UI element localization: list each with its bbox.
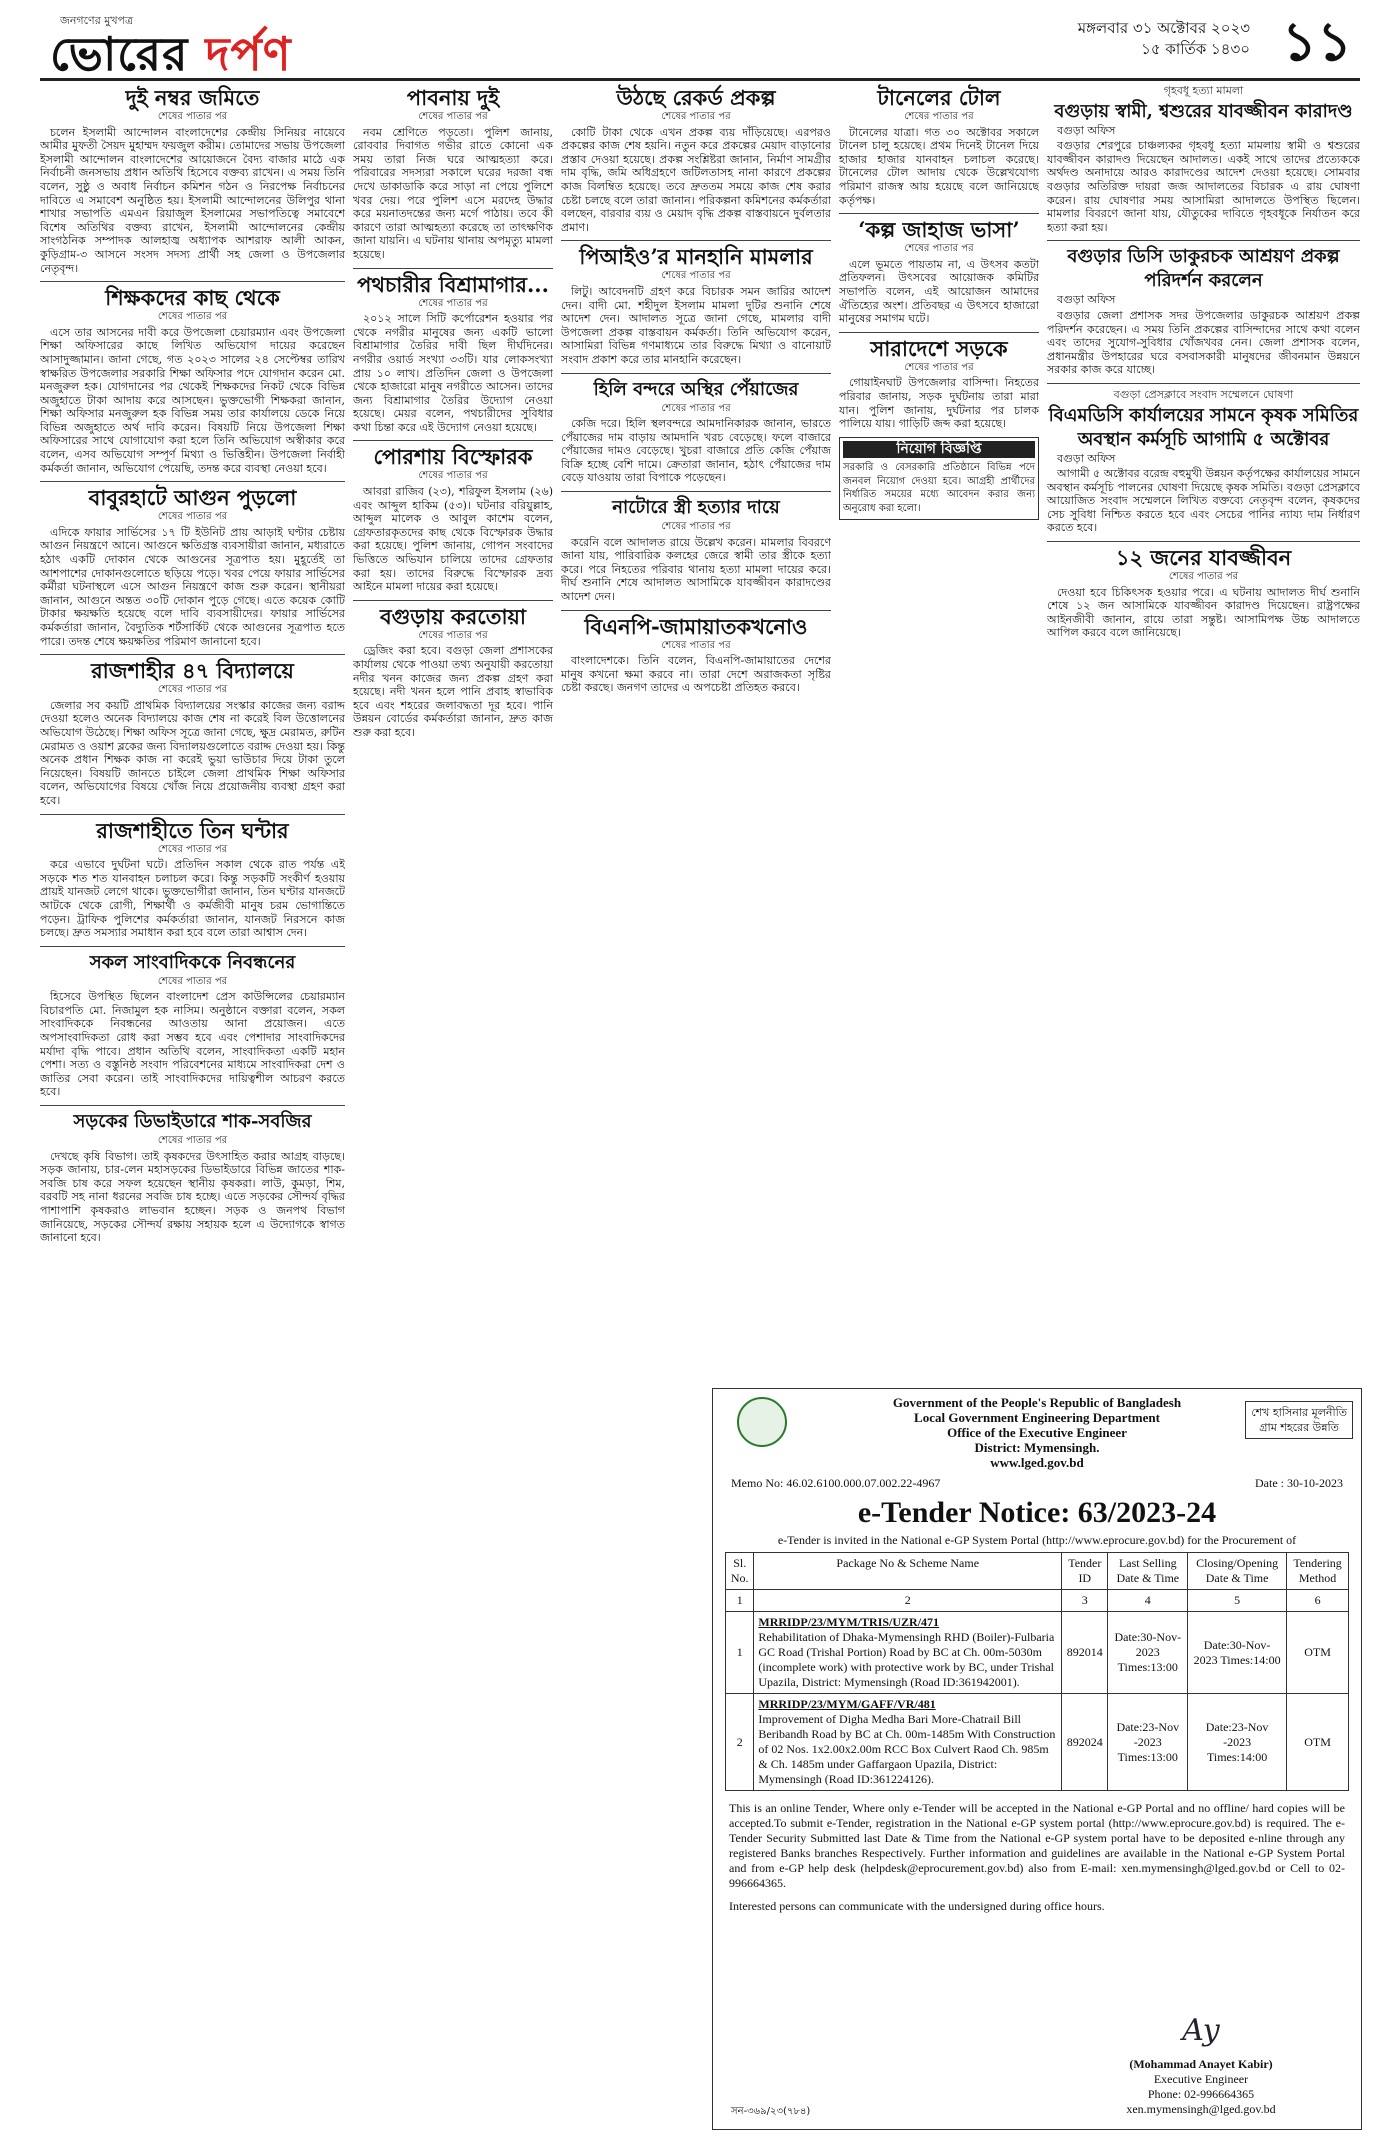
newspaper-logo: [50, 12, 292, 81]
dateline: [1078, 18, 1250, 60]
row-method: OTM: [1287, 1694, 1349, 1791]
package-number: MRRIDP/23/MYM/TRIS/UZR/471: [758, 1615, 940, 1629]
divider: [561, 491, 831, 492]
divider: [40, 281, 345, 282]
signatory-name: (Mohammad Anayet Kabir): [1129, 2057, 1273, 2071]
article-paragraph: বাংলাদেশকে। তিনি বলেন, বিএনপি-জামায়াতের দেশের মানুষ কখনো ক্ষমা করবে না। তারা দেশে অরাজকতা সৃষ্টির চেষ্টা করছে। জনগণ তাদের এ অপচেষ্টা প্রতিহত করবে।: [561, 654, 831, 695]
table-row: [726, 1612, 1349, 1694]
column-4: [839, 84, 1039, 1384]
continued-label: শেষের পাতার পর: [661, 521, 731, 533]
article-paragraph: করে এভাবে দুর্ঘটনা ঘটে। প্রতিদিন সকাল থেকে রাত পর্যন্ত এই সড়কে শত শত যানবাহন চলাচল করে। কিন্তু সড়কটি সংকীর্ণ হওয়ায় প্রায়ই যানজট লেগে থাকে। ভুক্তভোগীরা জানান, তিন ঘণ্টার যানজটে আটকে থেকে রোগী, শিক্ষার্থী ও কর্মজীবী মানুষ চরম ভোগান্তিতে পড়েন। ট্রাফিক পুলিশের কর্মকর্তারা জানান, যানজট নিরসনে কাজ চলছে। দ্রুত সমস্যার সমাধান করা হবে বলে তারা আশ্বাস দেন।: [40, 858, 345, 940]
package-number: MRRIDP/23/MYM/GAFF/VR/481: [758, 1697, 936, 1711]
article: [561, 496, 831, 604]
article-headline: রাজশাহীর ৪৭ বিদ্যালয়ে: [91, 658, 294, 684]
article: [40, 659, 345, 807]
article-paragraph: নবম শ্রেণিতে পড়তো। পুলিশ জানায়, রোববার দিবাগত গভীর রাতে কোনো এক সময় তারা নিজ ঘরে আত্মহত্যা করে। পরিবারের সদস্যরা সকালে ঘরের দরজা বন্ধ দেখে ডাকাডাকি করে সাড়া না পেয়ে পুলিশে খবর দেয়। পরে পুলিশ এসে মরদেহ উদ্ধার করে ময়নাতদন্তের জন্য মর্গে পাঠায়। তবে কী কারণে তারা আত্মহত্যা করেছে তা তাৎক্ষণিক জানা যায়নি। এ ঘটনায় থানায় অপমৃত্যু মামলা হয়েছে।: [353, 125, 553, 261]
divider: [839, 213, 1039, 214]
memo-date: Date : 30-10-2023: [1255, 1476, 1343, 1490]
table-header-cell: Tendering Method: [1287, 1553, 1349, 1590]
article-headline: ১২ জনের যাবজ্জীবন: [1115, 545, 1292, 571]
date-secondary: ১৫ কার্তিক ১৪৩০: [1141, 40, 1250, 58]
continued-label: শেষের পাতার পর: [904, 111, 974, 122]
divider: [40, 814, 345, 815]
article-paragraph: বগুড়া অফিস: [1057, 123, 1116, 137]
article: [40, 286, 345, 475]
continued-label: শেষের পাতার পর: [157, 111, 228, 122]
article-paragraph: আবরা রাজিব (২৩), শরিফুল ইসলাম (২৬) এবং আব্দুল হাকিম (৫৩)। ঘটনার বরিয়ুল্লাহ, আব্দুল মালেক ও আবুল কাশেম বলেন, গ্রেফতারকৃতদের কাছ থেকে বিস্ফোরক উদ্ধার করা হয়েছে। পুলিশ জানায়, গোপন সংবাদের ভিত্তিতে অভিযান চালিয়ে তাদের গ্রেফতার করা হয়। তাদের বিরুদ্ধে বিস্ফোরক দ্রব্য আইনে মামলা দায়ের করা হয়েছে।: [353, 485, 553, 594]
logo-name: [50, 27, 292, 81]
column-3: [561, 84, 831, 1384]
article-paragraph: ড্রেজিং করা হবে। বগুড়া জেলা প্রশাসকের কার্যালয় থেকে পাওয়া তথ্য অনুযায়ী করতোয়া নদীর খনন কাজের জন্য প্রকল্প গ্রহণ করা হয়েছে। নদী খনন হলে পানি প্রবাহ স্বাভাবিক হবে এবং শহরের জলাবদ্ধতা দূর হবে। পানি উন্নয়ন বোর্ডের কর্মকর্তারা জানান, দ্রুত কাজ শুরু করা হবে।: [353, 644, 553, 739]
continued-label: শেষের পাতার পর: [418, 629, 488, 641]
logo-tagline: জনগণের মুখপত্র: [60, 14, 134, 27]
divider: [561, 240, 831, 241]
article-paragraph: কোটি টাকা থেকে এখন প্রকল্প ব্যয় দাঁড়িয়েছে। এরপরও প্রকল্পের কাজ শেষ হয়নি। নতুন করে প্রকল্পের মেয়াদ বাড়ানোর প্রস্তাব দেওয়া হয়েছে। প্রকল্প সংশ্লিষ্টরা জানান, নির্মাণ সামগ্রীর দাম বৃদ্ধি, জমি অধিগ্রহণে জটিলতাসহ নানা কারণে প্রকল্পের কাজ বিলম্বিত হয়েছে। তবে দ্রুততম সময়ে কাজ শেষ করার চেষ্টা চলছে বলে তারা জানান। পরিকল্পনা কমিশনের কর্মকর্তারা বলছেন, বারবার ব্যয় ও মেয়াদ বৃদ্ধি প্রকল্প বাস্তবায়নে দুর্বলতার প্রমাণ।: [561, 125, 831, 234]
divider: [40, 1105, 345, 1106]
article-paragraph: বগুড়া অফিস: [1057, 293, 1116, 307]
slogan-box: [1245, 1401, 1353, 1439]
divider: [1047, 541, 1360, 542]
column-1: [40, 84, 345, 2124]
table-colnum-row: [726, 1590, 1349, 1612]
article-headline: বিএনপি-জামায়াতকখনোও: [584, 613, 808, 639]
table-colnum-cell: 2: [754, 1590, 1062, 1612]
article: [561, 245, 831, 366]
logo-name-part-b: দর্পণ: [205, 27, 292, 81]
memo-line: [713, 1470, 1361, 1493]
continued-label: শেষের পাতার পর: [904, 243, 974, 255]
article-headline: হিলি বন্দরে অস্থির পেঁয়াজের: [593, 378, 799, 400]
article-paragraph: ২০১২ সালে সিটি কর্পোরেশন হওয়ার পর থেকে নগরীর মানুষের জন্য একটি ভালো বিশ্রামাগার তৈরির দাবী ছিল দীর্ঘদিনের। নগরীর ওয়ার্ড সংখ্যা ৩৩টি। যার লোকসংখ্যা প্রায় ১০ লাখ। প্রতিদিন জেলা ও উপজেলা থেকে হাজারো মানুষ নগরীতে আসেন। তাদের জন্য বিশ্রামাগার তৈরির উদ্যোগ নেওয়া হয়েছে। মেয়র বলেন, পথচারীদের সুবিধার কথা চিন্তা করে এই উদ্যোগ নেওয়া হয়েছে।: [353, 312, 553, 434]
government-seal-icon: [737, 1397, 787, 1447]
article: [839, 218, 1039, 326]
table-colnum-cell: 5: [1188, 1590, 1287, 1612]
slogan-line-1: শেখ হাসিনার মূলনীতি: [1251, 1406, 1347, 1419]
article: [353, 605, 553, 740]
table-colnum-cell: 6: [1287, 1590, 1349, 1612]
article-headline: বগুড়ায় করতোয়া: [379, 603, 527, 629]
article: [40, 951, 345, 1099]
article-headline: রাজশাহীতে তিন ঘন্টার: [96, 817, 289, 843]
article: [839, 337, 1039, 431]
article-headline: শিক্ষকদের কাছ থেকে: [105, 285, 280, 311]
article-headline: পথচারীর বিশ্রামাগার...: [357, 271, 549, 297]
article: [1047, 245, 1360, 377]
continued-label: শেষের পাতার পর: [418, 470, 488, 482]
slogan-line-2: গ্রাম শহরের উন্নতি: [1259, 1421, 1339, 1434]
gov-website: www.lged.gov.bd: [990, 1455, 1084, 1470]
article: [839, 86, 1039, 207]
divider: [353, 600, 553, 601]
divider: [561, 373, 831, 374]
continued-label: শেষের পাতার পর: [661, 270, 731, 282]
divider: [353, 440, 553, 441]
row-tender-id: 892024: [1062, 1694, 1108, 1791]
page-number: ১১: [1281, 9, 1352, 73]
divider: [1047, 240, 1360, 241]
article: [561, 378, 831, 486]
article-paragraph: এদিকে ফায়ার সার্ভিসের ১৭ টি ইউনিট প্রায় আড়াই ঘণ্টার চেষ্টায় আগুন নিয়ন্ত্রণে আনে। আগুনে ক্ষতিগ্রস্ত ব্যবসায়ীরা জানান, মধ্যরাতে হঠাৎ একটি দোকান থেকে আগুনের সূত্রপাত হয়। মুহূর্তেই তা আশপাশের দোকানগুলোতে ছড়িয়ে পড়ে। খবর পেয়ে ফায়ার সার্ভিসের কর্মীরা ঘটনাস্থলে এসে আগুন নিয়ন্ত্রণে কাজ শুরু করেন। স্থানীয়রা জানান, আগুনে অন্তত ৩০টি দোকান পুড়ে গেছে। এতে কয়েক কোটি টাকার ক্ষয়ক্ষতি হয়েছে বলে দাবি ব্যবসায়ীদের। ফায়ার সার্ভিসের কর্মকর্তারা জানান, বৈদ্যুতিক শর্টসার্কিট থেকে আগুনের সূত্রপাত হতে পারে। তদন্ত শেষে ক্ষয়ক্ষতির পরিমাণ জানানো হবে।: [40, 525, 345, 648]
tender-table: [725, 1552, 1349, 1791]
article: [40, 819, 345, 940]
continued-label: শেষের পাতার পর: [904, 361, 974, 373]
continued-label: শেষের পাতার পর: [418, 111, 488, 122]
continued-label: শেষের পাতার পর: [157, 975, 228, 987]
article-paragraph: এসে তার আসনের দাবী করে উপজেলা চেয়ারম্যান এবং উপজেলা শিক্ষা অফিসারের কাছে লিখিত অভিযোগ দায়ের করেছেন আসাদুজ্জামান। জানা গেছে, গত ২০২৩ সালের ২৪ সেপ্টেম্বর তারিখ স্বাক্ষরিত উপজেলার সরকারি শিক্ষা অফিসার পদে যোগদান করেন মো. মনজুরুল হক। যোগদানের পর থেকেই শিক্ষকদের নিকট থেকে বিভিন্ন অজুহাতে টাকা আদায় করে আসছেন। ভুক্তভোগী শিক্ষকরা জানান, শিক্ষা অফিসার মনজুরুল হক বিভিন্ন সময় তার কার্যালয়ে ডেকে নিয়ে বিভিন্ন অজুহাতে অর্থ দাবি করেন। বিষয়টি নিয়ে উপজেলা শিক্ষা অফিসারের সাথে যোগাযোগ করা হলে তিনি অভিযোগ অস্বীকার করে বলেন, এসব অভিযোগ সম্পূর্ণ মিথ্যা ও ভিত্তিহীন। উপজেলা নির্বাহী কর্মকর্তা জানান, অভিযোগ পেয়েছি, তদন্ত করে ব্যবস্থা নেওয়া হবে।: [40, 325, 345, 475]
row-last-selling: Date:23-Nov -2023 Times:13:00: [1108, 1694, 1188, 1791]
article-paragraph: দেখছে কৃষি বিভাগ। তাই কৃষকদের উৎসাহিত করার আগ্রহ বাড়ছে। সড়ক জানায়, চার-লেন মহাসড়কের ডিভাইডারে বিভিন্ন জাতের শাক-সবজি চাষ করে সফল হয়েছেন স্থানীয় কৃষকরা। লাউ, কুমড়া, শিম, বরবটি সহ নানা ধরনের সবজি চাষ হচ্ছে। এতে সড়কের সৌন্দর্য বৃদ্ধির পাশাপাশি কৃষকরাও লাভবান হচ্ছেন। সড়ক ও জনপথ বিভাগ জানিয়েছে, সড়কের সৌন্দর্য রক্ষায় সহায়ক হলে এ উদ্যোগকে স্বাগত জানানো হবে।: [40, 1149, 345, 1245]
gov-line-2: Local Government Engineering Department: [914, 1410, 1160, 1425]
article-paragraph: বগুড়ার শেরপুরে চাঞ্চল্যকর গৃহবধূ হত্যা মামলায় স্বামী ও শ্বশুরের যাবজ্জীবন কারাদণ্ড দিয়েছেন আদালত। একই সাথে তাদের প্রত্যেককে অর্থদণ্ড অনাদায়ে আরও কারাদণ্ডের আদেশ দেওয়া হয়েছে। সোমবার বগুড়ার অতিরিক্ত দায়রা জজ আদালতের বিচারক এ রায় ঘোষণা করেন। রায় ঘোষণার সময় আসামিরা আদালতে উপস্থিত ছিলেন। মামলার বিবরণে জানা যায়, যৌতুকের দাবিতে গৃহবধূকে নির্যাতন করে হত্যা করা হয়।: [1047, 139, 1360, 234]
article-headline: বিএমডিসি কার্যালয়ের সামনে কৃষক সমিতির অবস্থান কর্মসূচি আগামি ৫ অক্টোবর: [1048, 404, 1359, 450]
table-header-cell: Package No & Scheme Name: [754, 1553, 1062, 1590]
signatory-title: Executive Engineer: [1153, 2072, 1249, 2086]
article-paragraph: বগুড়া অফিস: [1057, 451, 1116, 465]
article-headline: নাটোরে স্ত্রী হত্যার দায়ে: [612, 497, 780, 519]
article-paragraph: জেলার সব কয়টি প্রাথমিক বিদ্যালয়ের সংস্কার কাজের জন্য বরাদ্দ দেওয়া হলেও অনেক বিদ্যালয়ে কাজ শেষ না করেই বিল উত্তোলনের অভিযোগ উঠেছে। শিক্ষা অফিস সূত্রে জানা গেছে, ক্ষুদ্র মেরামত, রুটিন মেরামত ও ওয়াশ ব্লকের জন্য বিদ্যালয়গুলোতে বরাদ্দ দেওয়া হয়। কিন্তু অনেক প্রধান শিক্ষক কাজ না করেই ভুয়া ভাউচার দিয়ে টাকা তুলে নিয়েছেন। বিষয়টি জানতে চাইলে জেলা প্রাথমিক শিক্ষা অফিসার বলেন, অভিযোগের বিষয়ে খোঁজ নিয়ে প্রয়োজনীয় ব্যবস্থা গ্রহণ করা হবে।: [40, 698, 345, 807]
row-package: [754, 1612, 1062, 1694]
continued-label: শেষের পাতার পর: [157, 684, 228, 696]
row-method: OTM: [1287, 1612, 1349, 1694]
row-package: [754, 1694, 1062, 1791]
article: [1047, 84, 1360, 234]
table-header-cell: Last Selling Date & Time: [1108, 1553, 1188, 1590]
job-notice-ad: [839, 437, 1039, 520]
article-headline: বাবুরহাটে আগুন পুড়লো: [88, 485, 297, 511]
ad-code: সন-৩৬৯/২৩(৭৮৪): [731, 2106, 811, 2117]
article: [353, 86, 553, 262]
table-header-cell: Closing/Opening Date & Time: [1188, 1553, 1287, 1590]
continued-label: শেষের পাতার পর: [157, 511, 228, 523]
continued-label: শেষের পাতার পর: [1168, 571, 1239, 583]
article: [561, 86, 831, 234]
row-last-selling: Date:30-Nov-2023 Times:13:00: [1108, 1612, 1188, 1694]
continued-label: শেষের পাতার পর: [157, 311, 228, 323]
tender-footer: [713, 1791, 1361, 1914]
date-primary: মঙ্গলবার ৩১ অক্টোবর ২০২৩: [1077, 19, 1250, 37]
row-serial: 1: [726, 1612, 754, 1694]
table-colnum-cell: 1: [726, 1590, 754, 1612]
job-notice-body: সরকারি ও বেসরকারি প্রতিষ্ঠানে বিভিন্ন পদে জনবল নিয়োগ দেওয়া হবে। আগ্রহী প্রার্থীদের নির্ধারিত সময়ের মধ্যে আবেদন করার জন্য অনুরোধ করা হলো।: [843, 462, 1035, 515]
article-paragraph: বগুড়ার জেলা প্রশাসক সদর উপজেলার ডাকুরচক আশ্রয়ণ প্রকল্প পরিদর্শন করেছেন। এ সময় তিনি প্রকল্পের বাসিন্দাদের সাথে কথা বলেন এবং তাদের সুযোগ-সুবিধার খোঁজখবর নেন। জেলা প্রশাসক বলেন, প্রধানমন্ত্রীর উপহারের ঘরে বসবাসকারী মানুষদের জীবনমান উন্নয়নে সরকার কাজ করে যাচ্ছে।: [1047, 308, 1360, 377]
article-headline: দুই নম্বর জমিতে: [125, 85, 260, 110]
row-serial: 2: [726, 1694, 754, 1791]
article: [353, 273, 553, 435]
table-row: [726, 1694, 1349, 1791]
continued-label: শেষের পাতার পর: [661, 111, 731, 122]
article: [40, 1110, 345, 1245]
divider: [561, 610, 831, 611]
gov-line-3: Office of the Executive Engineer: [947, 1425, 1127, 1440]
table-header-cell: Sl. No.: [726, 1553, 754, 1590]
article-kicker: গৃহবধূ হত্যা মামলা: [1163, 84, 1244, 97]
article-headline: বগুড়ায় স্বামী, শ্বশুরের যাবজ্জীবন কারাদণ্ড: [1054, 100, 1353, 122]
article-paragraph: গোয়াইনঘাট উপজেলার বাসিন্দা। নিহতের পরিবার জানায়, সড়ক দুর্ঘটনায় তারা মারা যান। পুলিশ জানায়, দুর্ঘটনার পর চালক পালিয়ে যায়। গাড়িটি জব্দ করা হয়েছে।: [839, 376, 1039, 431]
scheme-name: Rehabilitation of Dhaka-Mymensingh RHD (Boiler)-Fulbaria GC Road (Trishal Portion) Road by BC at Ch. 00m-5030m (incomplete work) with protective work by BC, under Trishal Upazila, District: Mymensingh (Road ID:361942001).: [758, 1630, 1055, 1689]
continued-label: শেষের পাতার পর: [157, 843, 228, 855]
job-notice-title: নিয়োগ বিজ্ঞপ্তি: [843, 441, 1035, 459]
article-headline: পিআইও’র মানহানি মামলার: [579, 244, 813, 270]
article-headline: সড়কের ডিভাইডারে শাক-সবজির: [73, 1111, 312, 1133]
article-headline: টানেলের টোল: [877, 85, 1001, 110]
article-paragraph: টানেলের যাত্রা। গত ৩০ অক্টোবর সকালে টানেল চালু হয়েছে। প্রথম দিনেই টানেল দিয়ে হাজার হাজার যানবাহন চলাচল করেছে। টানেলের টোল আদায় থেকে উল্লেখযোগ্য পরিমাণ রাজস্ব আয় হয়েছে বলে জানিয়েছে কর্তৃপক্ষ।: [839, 125, 1039, 207]
article-headline: সকল সাংবাদিককে নিবন্ধনের: [89, 951, 296, 973]
continued-label: শেষের পাতার পর: [418, 297, 488, 309]
tender-title: e-Tender Notice: 63/2023-24: [857, 1496, 1217, 1529]
article: [1047, 546, 1360, 640]
column-2: [353, 84, 553, 2124]
article-headline: পোরশায় বিস্ফোরক: [373, 444, 533, 470]
article: [40, 86, 345, 275]
row-closing-opening: Date:30-Nov-2023 Times:14:00: [1188, 1612, 1287, 1694]
gov-line-1: Government of the People's Republic of Bangladesh: [892, 1395, 1182, 1410]
table-header-row: [726, 1553, 1349, 1590]
divider: [839, 332, 1039, 333]
tender-instructions: This is an online Tender, Where only e-Tender will be accepted in the National e-GP Portal and no offline/ hard copies will be accepted.To submit e-Tender, registration in the National e-GP system portal (http://www.eprocure.gov.bd) is required. The e-Tender Security Submitted last Date & Time from the National e-GP system portal have to be deposited e-nline through any registered Banks branches Respectively. Further information and guidelines are available in the National e-GP System Portal and from e-GP help desk (helpdesk@eprocurement.gov.bd) also from E-mail: xen.mymensingh@lged.gov.bd or Cell to 02-996664365.: [729, 1801, 1345, 1890]
divider: [353, 268, 553, 269]
divider: [40, 654, 345, 655]
article-paragraph: করেনি বলে আদালত রায়ে উল্লেখ করেন। মামলার বিবরণে জানা যায়, পারিবারিক কলহের জেরে স্বামী তার স্ত্রীকে হত্যা করে। পরে নিহতের পরিবার থানায় হত্যা মামলা দায়ের করে। দীর্ঘ শুনানি শেষে আদালত আসামিকে যাবজ্জীবন কারাদণ্ডের আদেশ দেন।: [561, 535, 831, 604]
article-paragraph: দেওয়া হবে চিকিৎসক হওয়ার পরে। এ ঘটনায় আদালত দীর্ঘ শুনানি শেষে ১২ জন আসামিকে যাবজ্জীবন কারাদণ্ড দিয়েছেন। রাষ্ট্রপক্ষের আইনজীবী জানান, রায়ে তারা সন্তুষ্ট। আসামিপক্ষ উচ্চ আদালতে আপিল করবে বলে জানিয়েছে।: [1047, 585, 1360, 640]
table-header-cell: Tender ID: [1062, 1553, 1108, 1590]
divider: [40, 946, 345, 947]
article-paragraph: হিসেবে উপস্থিত ছিলেন বাংলাদেশ প্রেস কাউন্সিলের চেয়ারম্যান বিচারপতি মো. নিজামুল হক নাসিম। অনুষ্ঠানে বক্তারা বলেন, সকল সাংবাদিককে নিবন্ধনের আওতায় আনা প্রয়োজন। এতে অপসাংবাদিকতা রোধ করা সম্ভব হবে এবং পেশাদার সাংবাদিকদের মর্যাদা বৃদ্ধি পাবে। প্রধান অতিথি বলেন, সাংবাদিকতা একটি মহান পেশা। সত্য ও বস্তুনিষ্ঠ সংবাদ পরিবেশনের মাধ্যমে সাংবাদিকরা দেশ ও জাতির সেবা করেন। তাই সাংবাদিকদের দায়িত্বশীল আচরণ করতে হবে।: [40, 990, 345, 1099]
memo-number: Memo No: 46.02.6100.000.07.002.22-4967: [731, 1476, 941, 1490]
row-tender-id: 892014: [1062, 1612, 1108, 1694]
table-colnum-cell: 3: [1062, 1590, 1108, 1612]
column-5: [1047, 84, 1360, 1384]
logo-name-part-a: ভোরের: [50, 27, 189, 81]
article-paragraph: এলে ভূমতে পায়তাম না, এ উৎসব কতটা প্রতিফলন। উৎসবের আয়োজক কমিটির সভাপতি বলেন, এই আয়োজন আমাদের ঐতিহ্যের অংশ। প্রতিবছর এ উৎসবে হাজারো মানুষের সমাগম ঘটে।: [839, 257, 1039, 326]
article-headline: পাবনায় দুই: [406, 85, 500, 110]
table-colnum-cell: 4: [1108, 1590, 1188, 1612]
article-headline: ‘কল্প জাহাজ ভাসা’: [858, 217, 1020, 243]
signature-mark: Ay: [1182, 2013, 1220, 2048]
tender-notice: [712, 1388, 1362, 2130]
gov-line-4: District: Mymensingh.: [974, 1440, 1100, 1455]
row-closing-opening: Date:23-Nov -2023 Times:14:00: [1188, 1694, 1287, 1791]
article-paragraph: চলেন ইসলামী আন্দোলন বাংলাদেশের কেন্দ্রীয় সিনিয়র নায়েবে আমীর মুফতী সৈয়দ মুহাম্মদ ফয়জুল করীম। তোমাদের সভায় উপজেলা ইসলামী আন্দোলন বাংলাদেশের আয়োজনে বৈদ্য বাজার মাঠে এক নির্বাচনী জনসভায় প্রধান অতিথি হিসেবে বক্তব্য রাখেন। এ সময় তিনি বলেন, সুষ্ঠু ও অবাধ নির্বাচন কমিশন গঠন ও নিরপেক্ষ নির্বাচনের দাবিতে এ সমাবেশ অনুষ্ঠিত হয়। ইসলামী আন্দোলনের উলিপুর থানা শাখার সভাপতি এমএন রিয়াজুল ইসলামের সভাপতিত্বে সমাবেশে বিশেষ অতিথির বক্তব্য রাখেন, ইসলামী আন্দোলনের কেন্দ্রীয় সাংগঠনিক সম্পাদক আলহাজ্ব অধ্যাপক আশরাফ আলী আকন, কুড়িগ্রাম-৩ আসনে সংসদ সদস্য প্রার্থী সহ জেলা ও উপজেলার নেতৃবৃন্দ।: [40, 125, 345, 275]
article: [353, 445, 553, 593]
article-paragraph: কেজি দরে। হিলি স্থলবন্দরে আমদানিকারক জানান, ভারতে পেঁয়াজের দাম বাড়ায় আমদানি খরচ বেড়েছে। ফলে বাজারে পেঁয়াজের দামও বেড়েছে। খুচরা বাজারে প্রতি কেজি পেঁয়াজ বিক্রি হচ্ছে বেশি দামে। ক্রেতারা জানান, হঠাৎ পেঁয়াজের দাম বেড়ে যাওয়ায় তারা বিপাকে পড়েছেন।: [561, 417, 831, 485]
signatory-phone: Phone: 02-996664365: [1147, 2087, 1255, 2101]
article-headline: উঠছে রেকর্ড প্রকল্প: [616, 85, 776, 110]
divider: [40, 481, 345, 482]
article-paragraph: লিটু। আবেদনটি গ্রহণ করে বিচারক সমন জারির আদেশ দেন। বাদী মো. শহীদুল ইসলাম মামলা দুটির শুনানি শেষে আদেশ দেন। আদালত সূত্রে জানা গেছে, মামলার বাদী উপজেলা প্রকল্প বাস্তবায়ন কর্মকর্তা। তিনি অভিযোগ করেন, আসামিরা বিভিন্ন গণমাধ্যমে তার বিরুদ্ধে মিথ্যা ও বানোয়াট সংবাদ প্রকাশ করে তার মানহানি করেছেন।: [561, 284, 831, 366]
article: [561, 615, 831, 695]
continued-label: শেষের পাতার পর: [157, 1135, 228, 1147]
signatory-email: xen.mymensingh@lged.gov.bd: [1126, 2102, 1276, 2116]
scheme-name: Improvement of Digha Medha Bari More-Chatrail Bill Beribandh Road by BC at Ch. 00m-1485m With Construction of 02 Nos. 1x2.00x2.00m RCC Box Culvert Raod Ch. 985m & Ch. 1485m under Gaffargaon Upazila, District: Mymensingh (Road ID:361224126).: [758, 1712, 1056, 1786]
article-paragraph: আগামী ৫ অক্টোবর বরেন্দ্র বহুমুখী উন্নয়ন কর্তৃপক্ষের কার্যালয়ের সামনে অবস্থান কর্মসূচি পালনের ঘোষণা দিয়েছে কৃষক সমিতি। বগুড়া প্রেসক্লাবে আয়োজিত সংবাদ সম্মেলনে লিখিত বক্তব্যে নেতৃবৃন্দ বলেন, কৃষকদের সেচ সুবিধা নিশ্চিত করতে হবে এবং সেচের পানির ন্যায্য দাম নির্ধারণ করতে হবে।: [1047, 467, 1360, 535]
tender-contact-note: Interested persons can communicate with the undersigned during office hours.: [729, 1899, 1105, 1913]
divider: [1047, 383, 1360, 384]
continued-label: শেষের পাতার পর: [661, 402, 731, 414]
tender-intro: e-Tender is invited in the National e-GP System Portal (http://www.eprocure.gov.bd) for the Procurement of: [777, 1533, 1297, 1547]
signature-block: [1081, 2013, 1321, 2117]
article: [1047, 388, 1360, 535]
continued-label: শেষের পাতার পর: [661, 639, 731, 651]
article-headline: বগুড়ার ডিসি ডাকুরচক আশ্রয়ণ প্রকল্প পরিদর্শন করলেন: [1067, 246, 1340, 292]
masthead: [40, 8, 1360, 81]
article-kicker: বগুড়া প্রেসক্লাবে সংবাদ সম্মেলনে ঘোষণা: [1113, 387, 1294, 401]
article-headline: সারাদেশে সড়কে: [870, 335, 1008, 361]
article: [40, 486, 345, 648]
